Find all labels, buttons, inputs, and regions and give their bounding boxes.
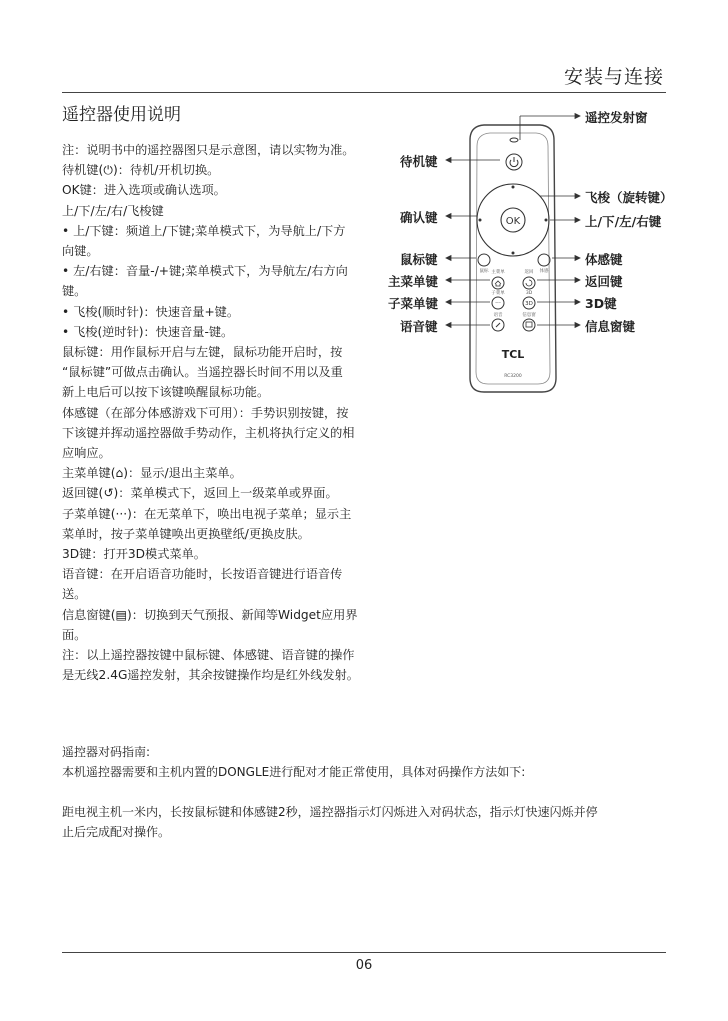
brand-logo: TCL [501, 348, 525, 361]
mouse-small-label: 鼠标 [479, 269, 489, 274]
label-ir-window: 遥控发射窗 [585, 110, 648, 125]
body-line: 应响应。 [62, 446, 111, 461]
label-main-menu: 主菜单键 [388, 274, 439, 289]
body-line: 待机键(⏻)：待机/开机切换。 [62, 163, 220, 178]
body-line: • 飞梭(逆时针)：快速音量-键。 [62, 324, 234, 339]
label-motion: 体感键 [585, 252, 623, 267]
label-confirm: 确认键 [400, 210, 438, 225]
body-line: 是无线2.4G遥控发射，其余按键操作均是红外线发射。 [62, 668, 359, 683]
3d-small-label: 3D [525, 291, 533, 296]
label-mouse: 鼠标键 [400, 252, 438, 267]
body-line: 下该键并挥动遥控器做手势动作，主机将执行定义的相 [62, 425, 355, 440]
body-line: 注：说明书中的遥控器图只是示意图，请以实物为准。 [62, 143, 355, 157]
body-line: 键。 [62, 284, 87, 299]
motion-small-label: 体感 [539, 269, 549, 274]
label-info: 信息窗键 [585, 319, 636, 334]
body-line: 鼠标键：用作鼠标开启与左键，鼠标功能开启时，按 [62, 345, 343, 360]
body-line: “鼠标键”可做点击确认。当遥控器长时间不用以及重 [62, 365, 343, 380]
label-3d: 3D键 [585, 296, 617, 311]
label-back: 返回键 [585, 274, 623, 289]
body-line: 语音键：在开启语音功能时，长按语音键进行语音传 [62, 567, 343, 582]
body-line: 3D键：打开3D模式菜单。 [62, 547, 206, 562]
label-fly-wheel: 飞梭（旋转键） [585, 190, 673, 205]
body-line: OK键：进入选项或确认选项。 [62, 183, 226, 198]
pairing-line: 止后完成配对操作。 [62, 825, 171, 839]
body-line: 信息窗键(▤)：切换到天气预报、新闻等Widget应用界 [62, 607, 358, 622]
body-line: 主菜单键(⌂)：显示/退出主菜单。 [62, 466, 242, 481]
body-line: 返回键(↺)：菜单模式下，返回上一级菜单或界面。 [62, 486, 338, 501]
body-line: 体感键（在部分体感游戏下可用）：手势识别按键，按 [62, 405, 349, 420]
body-line: • 左/右键：音量-/+键;菜单模式下，为导航左/右方向 [62, 264, 348, 279]
submenu-small-label: 子菜单 [491, 291, 505, 296]
body-line: • 飞梭(顺时针)：快速音量+键。 [62, 304, 240, 319]
label-standby: 待机键 [400, 154, 438, 169]
label-direction: 上/下/左/右键 [585, 214, 662, 229]
back-small-label: 返回 [524, 270, 534, 275]
pairing-title: 遥控器对码指南: [62, 745, 151, 759]
body-line: 向键。 [62, 244, 99, 259]
info-small-label: 信息窗 [522, 313, 536, 318]
model-text: RC3200 [504, 374, 522, 379]
page-number: 06 [355, 958, 373, 973]
ok-label: OK [505, 216, 521, 227]
body-line: 子菜单键(···)：在无菜单下，唤出电视子菜单；显示主 [62, 506, 352, 521]
pairing-line: 本机遥控器需要和主机内置的DONGLE进行配对才能正常使用，具体对码操作方法如下: [62, 765, 526, 779]
3d-button-text: 3D [525, 301, 533, 307]
body-line: 注：以上遥控器按键中鼠标键、体感键、语音键的操作 [62, 648, 355, 663]
body-line: 菜单时，按子菜单键唤出更换壁纸/更换皮肤。 [62, 526, 310, 541]
home-small-label: 主菜单 [491, 270, 505, 275]
body-line: 上/下/左/右/飞梭键 [62, 203, 164, 218]
body-line: 面。 [62, 627, 87, 642]
body-line: 送。 [62, 587, 87, 602]
body-line: • 上/下键：频道上/下键;菜单模式下，为导航上/下方 [62, 223, 346, 238]
label-voice: 语音键 [400, 319, 438, 334]
pairing-line: 距电视主机一米内，长按鼠标键和体感键2秒，遥控器指示灯闪烁进入对码状态，指示灯快速闪烁并停 [62, 805, 598, 819]
svg-text:···: ··· [495, 300, 501, 307]
label-sub-menu: 子菜单键 [388, 296, 439, 311]
header-title: 安装与连接 [563, 66, 664, 88]
voice-small-label: 语音 [493, 313, 503, 318]
body-line: 新上电后可以按下该键唤醒鼠标功能。 [62, 385, 270, 400]
section-title: 遥控器使用说明 [62, 105, 181, 125]
